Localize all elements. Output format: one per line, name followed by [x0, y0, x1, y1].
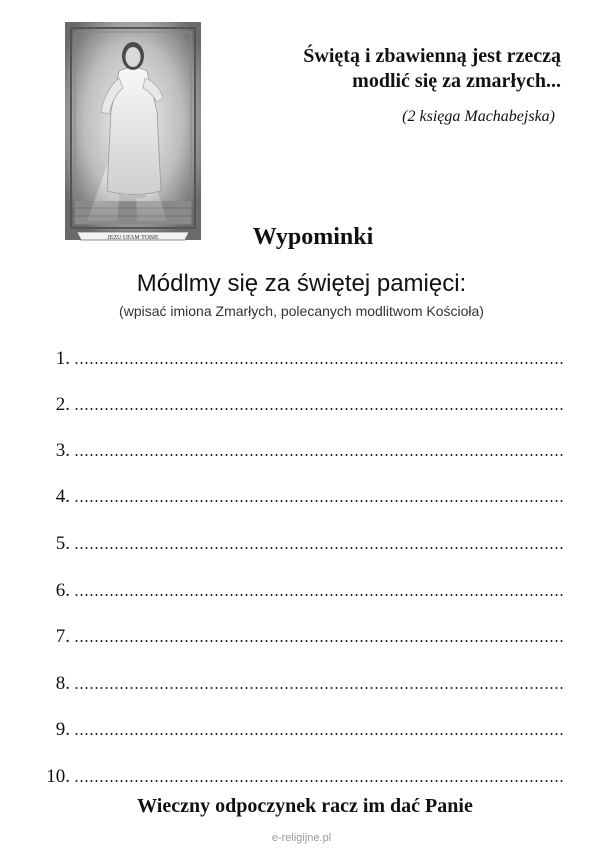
quote — [241, 44, 561, 94]
dotted-line — [74, 733, 565, 735]
page-title: Wypominki — [252, 224, 374, 250]
name-line[interactable] — [40, 344, 565, 370]
name-line[interactable] — [40, 529, 565, 555]
name-line[interactable] — [40, 622, 565, 648]
dotted-line — [74, 362, 565, 364]
line-number: 10. — [46, 766, 70, 787]
divine-mercy-image — [57, 16, 209, 248]
name-line[interactable] — [40, 576, 565, 602]
dotted-line — [74, 500, 565, 502]
dotted-line — [74, 454, 565, 456]
name-line[interactable] — [40, 482, 565, 508]
quote-line-1: Świętą i zbawienną jest rzeczą — [303, 45, 561, 67]
quote-line-2: modlić się za zmarłych... — [352, 70, 561, 92]
footer-prayer: Wieczny odpoczynek racz im dać Panie — [137, 795, 473, 817]
jesus-figure-illustration — [57, 16, 209, 248]
fill-in-instruction: (wpisać imiona Zmarłych, polecanych modlitwom Kościoła) — [119, 303, 484, 319]
line-number: 3. — [55, 440, 70, 461]
line-number: 1. — [55, 348, 70, 369]
name-line[interactable] — [40, 715, 565, 741]
dotted-line — [74, 547, 565, 549]
quote-source: (2 księga Machabejska) — [402, 108, 555, 125]
line-number: 7. — [55, 626, 70, 647]
dotted-line — [74, 640, 565, 642]
dotted-line — [74, 594, 565, 596]
line-number: 5. — [55, 533, 70, 554]
name-line[interactable] — [40, 669, 565, 695]
dotted-line — [74, 408, 565, 410]
line-number: 6. — [55, 580, 70, 601]
name-line[interactable] — [40, 762, 565, 788]
watermark: e-religijne.pl — [271, 832, 332, 844]
line-number: 2. — [55, 394, 70, 415]
name-line[interactable] — [40, 436, 565, 462]
line-number: 9. — [55, 719, 70, 740]
dotted-line — [74, 687, 565, 689]
page-subtitle: Módlmy się za świętej pamięci: — [136, 270, 467, 297]
line-number: 8. — [55, 673, 70, 694]
line-number: 4. — [55, 486, 70, 507]
name-line[interactable] — [40, 390, 565, 416]
dotted-line — [74, 780, 565, 782]
image-caption: JEZU UFAM TOBIE — [107, 235, 159, 241]
